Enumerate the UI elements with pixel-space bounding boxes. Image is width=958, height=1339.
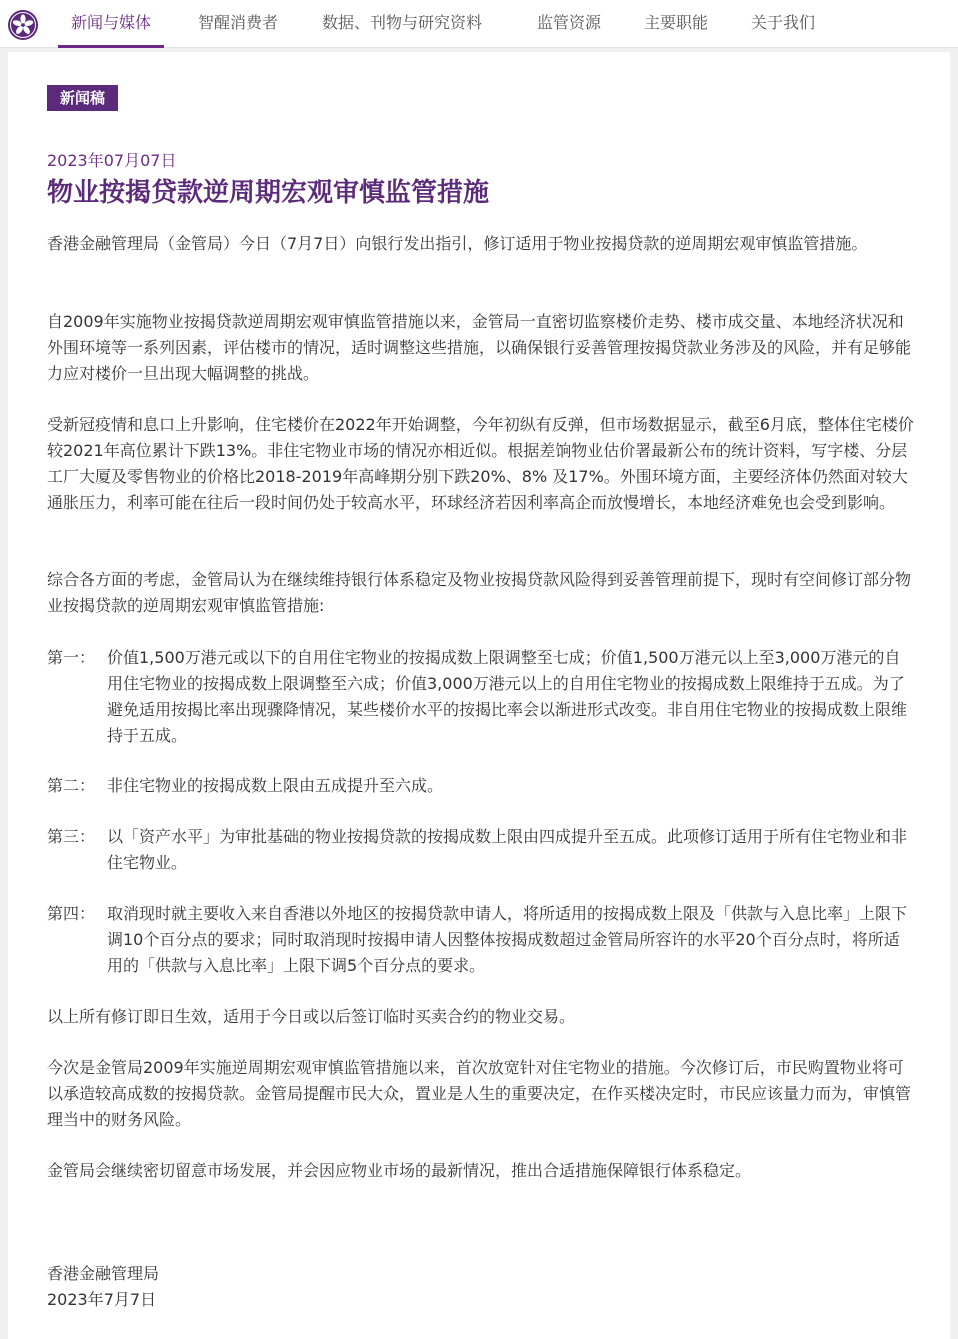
measure-item-text: 价值1,500万港元或以下的自用住宅物业的按揭成数上限调整至七成；价值1,500万港元以上至3,000万港元的自用住宅物业的按揭成数上限调整至六成；价值3,000万港元以上的自用住宅物业的按揭成数上限维持于五成。为了避免适用按揭比率出现骤降情况，某些楼价水平的按揭比率会以渐进形式改变。非自用住宅物业的按揭成数上限维持于五成。: [107, 648, 908, 745]
nav-item-about-us[interactable]: 关于我们: [751, 13, 816, 32]
top-navigation-bar: [0, 0, 958, 48]
signature-organization: 香港金融管理局: [47, 1264, 160, 1283]
nav-item-regulatory-resources[interactable]: 监管资源: [537, 13, 602, 32]
nav-item-news-media[interactable]: 新闻与媒体: [58, 0, 164, 48]
article-paragraph: 今次是金管局2009年实施逆周期宏观审慎监管措施以来，首次放宽针对住宅物业的措施。今次修订后，市民购置物业将可以承造较高成数的按揭贷款。金管局提醒市民大众，置业是人生的重要决定，在作买楼决定时，市民应该量力而为，审慎管理当中的财务风险。: [47, 1058, 912, 1129]
measure-item-label: 第三：: [47, 827, 96, 846]
measure-item-text: 以「资产水平」为审批基础的物业按揭贷款的按揭成数上限由四成提升至五成。此项修订适用于所有住宅物业和非住宅物业。: [107, 827, 908, 872]
measure-item-label: 第四：: [47, 904, 96, 923]
bauhinia-logo-icon[interactable]: [7, 9, 39, 41]
article-paragraph: 香港金融管理局（金管局）今日（7月7日）向银行发出指引，修订适用于物业按揭贷款的逆周期宏观审慎监管措施。: [47, 234, 868, 253]
nav-item-key-functions[interactable]: 主要职能: [644, 13, 709, 32]
article-date: 2023年07月07日: [47, 151, 177, 170]
article-paragraph: 受新冠疫情和息口上升影响，住宅楼价在2022年开始调整，今年初纵有反弹，但市场数据显示，截至6月底，整体住宅楼价较2021年高位累计下跌13%。非住宅物业市场的情况亦相近似。根据差饷物业估价署最新公布的统计资料，写字楼、分层工厂大厦及零售物业的价格比2018-2019年高峰期分别下跌20%、8% 及17%。外围环境方面，主要经济体仍然面对较大通胀压力，利率可能在往后一段时间仍处于较高水平，环球经济若因利率高企而放慢增长，本地经济难免也会受到影响。: [47, 415, 914, 512]
article-paragraph: 金管局会继续密切留意市场发展，并会因应物业市场的最新情况，推出合适措施保障银行体系稳定。: [47, 1161, 752, 1180]
measure-item-text: 取消现时就主要收入来自香港以外地区的按揭贷款申请人，将所适用的按揭成数上限及「供款与入息比率」上限下调10个百分点的要求；同时取消现时按揭申请人因整体按揭成数超过金管局所容许的水平20个百分点时，将所适用的「供款与入息比率」上限下调5个百分点的要求。: [107, 904, 908, 975]
signature-date: 2023年7月7日: [47, 1290, 157, 1309]
measure-item-label: 第一：: [47, 648, 96, 667]
article-paragraph: 综合各方面的考虑，金管局认为在继续维持银行体系稳定及物业按揭贷款风险得到妥善管理前提下，现时有空间修订部分物业按揭贷款的逆周期宏观审慎监管措施:: [47, 570, 912, 615]
article-title: 物业按揭贷款逆周期宏观审慎监管措施: [47, 178, 490, 208]
press-release-tag: 新闻稿: [47, 85, 118, 111]
measure-item-label: 第二：: [47, 776, 96, 795]
article-paragraph: 自2009年实施物业按揭贷款逆周期宏观审慎监管措施以来，金管局一直密切监察楼价走势、楼市成交量、本地经济状况和外围环境等一系列因素，评估楼市的情况，适时调整这些措施，以确保银行妥善管理按揭贷款业务涉及的风险，并有足够能力应对楼价一旦出现大幅调整的挑战。: [47, 312, 912, 383]
article-paragraph: 以上所有修订即日生效，适用于今日或以后签订临时买卖合约的物业交易。: [47, 1007, 576, 1026]
nav-item-data-publications[interactable]: 数据、刊物与研究资料: [322, 13, 483, 32]
measure-item-text: 非住宅物业的按揭成数上限由五成提升至六成。: [107, 776, 444, 795]
nav-item-smart-consumers[interactable]: 智醒消费者: [198, 13, 279, 32]
